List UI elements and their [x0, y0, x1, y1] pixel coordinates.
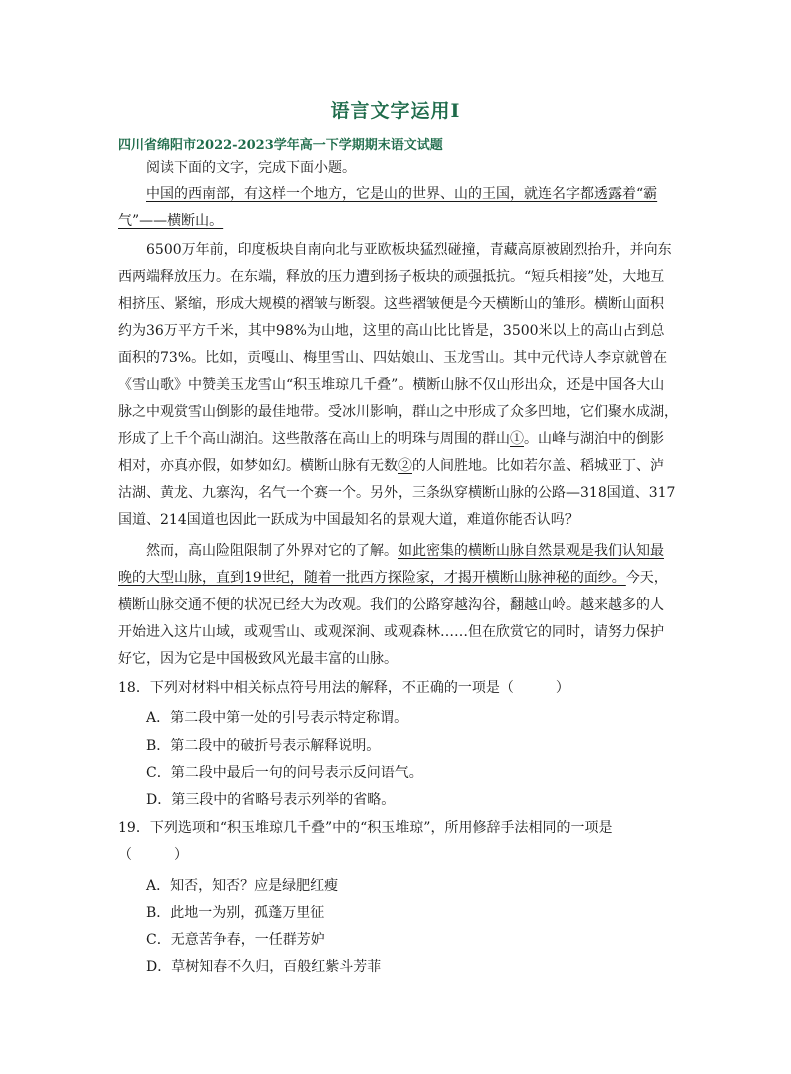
question-19-option: D．草树知春不久归，百般红紫斗芳菲: [146, 959, 382, 975]
question-19-paren: （ ）: [118, 847, 188, 863]
p2-line: 西两端释放压力。在东端，释放的压力遭到扬子板块的顽强抵抗。“短兵相接”处，大地互: [118, 269, 665, 285]
question-18-option: A．第二段中第一处的引号表示特定称谓。: [146, 710, 409, 726]
p3-line: 横断山脉交通不便的状况已经大为改观。我们的公路穿越沟谷，翻越山岭。越来越多的人: [118, 597, 664, 613]
p2-line: 国道、214国道也因此一跃成为中国最知名的景观大道，难道你能否认吗？: [118, 512, 579, 528]
question-19-stem: 19．下列选项和“积玉堆琼几千叠”中的“积玉堆琼”，所用修辞手法相同的一项是: [118, 820, 613, 836]
p3-line: 晚的大型山脉，直到19世纪，随着一批西方探险家，才揭开横断山脉神秘的面纱。今天，: [118, 570, 668, 586]
p3-line: 开始进入这片山域，或观雪山、或观深涧、或观森林……但在欣赏它的同时，请努力保护: [118, 624, 664, 640]
p2-line: 6500万年前，印度板块自南向北与亚欧板块猛烈碰撞，青藏高原被剧烈抬升，并向东: [146, 242, 672, 258]
p3-line: 然而，高山险阻限制了外界对它的了解。如此密集的横断山脉自然景观是我们认知最: [146, 543, 664, 559]
p3-line: 好它，因为它是中国极致风光最丰富的山脉。: [118, 651, 398, 667]
instruction: 阅读下面的文字，完成下面小题。: [146, 160, 356, 176]
p2-line: 约为36万平方千米，其中98%为山地，这里的高山比比皆是，3500米以上的高山占到总: [118, 323, 665, 339]
blank-2: ②: [398, 458, 412, 474]
source-subtitle: 四川省绵阳市2022-2023学年高一下学期期末语文试题: [118, 138, 443, 153]
p2-line: 面积的73%。比如，贡嘎山、梅里雪山、四姑娘山、玉龙雪山。其中元代诗人李京就曾在: [118, 350, 668, 366]
question-18-option: B．第二段中的破折号表示解释说明。: [146, 738, 381, 754]
p2-line: 相挤压、紧缩，形成大规模的褶皱与断裂。这些褶皱便是今天横断山的雏形。横断山面积: [118, 296, 664, 312]
question-18-option: C．第二段中最后一句的问号表示反问语气。: [146, 765, 423, 781]
blank-1: ①: [510, 431, 524, 447]
question-19-option: A．知否，知否？应是绿肥红瘦: [146, 878, 339, 894]
p2-line: 形成了上千个高山湖泊。这些散落在高山上的明珠与周围的群山①。山峰与湖泊中的倒影: [118, 431, 664, 447]
p1-line: 中国的西南部，有这样一个地方，它是山的世界、山的王国，就连名字都透露着“霸: [146, 186, 658, 202]
page-title: 语言文字运用Ⅰ: [330, 100, 461, 122]
question-18-stem: 18．下列对材料中相关标点符号用法的解释，不正确的一项是（ ）: [118, 680, 570, 696]
question-18-option: D．第三段中的省略号表示列举的省略。: [146, 792, 396, 808]
p2-line: 脉之中观赏雪山倒影的最佳地带。受冰川影响，群山之中形成了众多凹地，它们聚水成湖，: [118, 404, 678, 420]
p2-line: 沽湖、黄龙、九寨沟，名气一个赛一个。另外，三条纵穿横断山脉的公路—318国道、317: [118, 485, 676, 501]
question-19-option: C．无意苦争春，一任群芳妒: [146, 932, 325, 948]
question-19-option: B．此地一为别，孤蓬万里征: [146, 905, 325, 921]
p1-line: 气”——横断山。: [118, 213, 224, 229]
p2-line: 相对，亦真亦假，如梦如幻。横断山脉有无数②的人间胜地。比如若尔盖、稻城亚丁、泸: [118, 458, 664, 474]
p2-line: 《雪山歌》中赞美玉龙雪山“积玉堆琼几千叠”。横断山脉不仅山形出众，还是中国各大山: [118, 377, 665, 393]
